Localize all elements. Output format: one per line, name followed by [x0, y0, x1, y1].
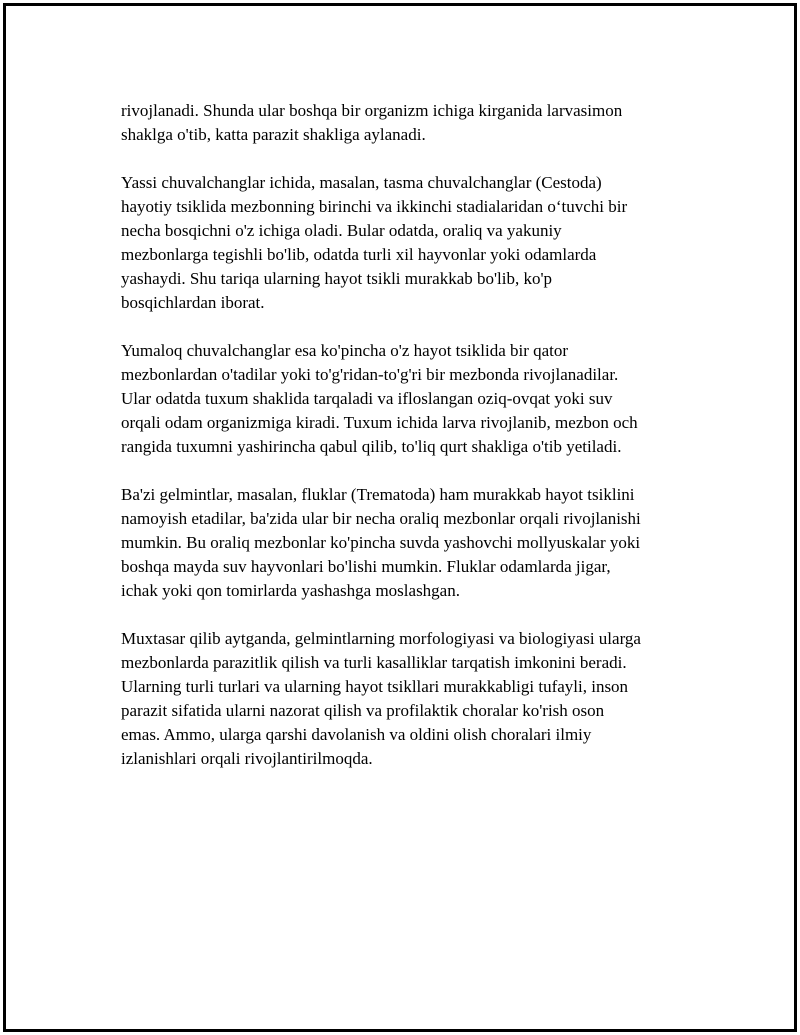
paragraph-1: rivojlanadi. Shunda ular boshqa bir organizm ichiga kirganida larvasimon shaklga o'tib, katta parazit shakliga aylanadi. — [121, 101, 623, 144]
page-frame — [3, 3, 797, 1032]
paragraph-4: Ba'zi gelmintlar, masalan, fluklar (Trematoda) ham murakkab hayot tsiklini namoyish etadilar, ba'zida ular bir necha oraliq mezbonlar orqali rivojlanishi mumkin. Bu oraliq mezbonlar ko'pincha suvda yashovchi mollyuskalar yoki boshqa mayda suv hayvonlari bo'lishi mumkin. Fluklar odamlarda jigar, ichak yoki qon tomirlarda yashashga moslashgan. — [121, 485, 641, 600]
paragraph-5: Muxtasar qilib aytganda, gelmintlarning morfologiyasi va biologiyasi ularga mezbonlarda parazitlik qilish va turli kasalliklar tarqatish imkonini beradi. Ularning turli turlari va ularning hayot tsikllari murakkabligi tufayli, inson parazit sifatida ularni nazorat qilish va profilaktik choralar ko'rish oson emas. Ammo, ularga qarshi davolanish va oldini olish choralari ilmiy izlanishlari orqali rivojlantirilmoqda. — [121, 629, 641, 768]
paragraph-2: Yassi chuvalchanglar ichida, masalan, tasma chuvalchanglar (Cestoda) hayotiy tsiklida mezbonning birinchi va ikkinchi stadialaridan o‘tuvchi bir necha bosqichni o'z ichiga oladi. Bular odatda, oraliq va yakuniy mezbonlarga tegishli bo'lib, odatda turli xil hayvonlar yoki odamlarda yashaydi. Shu tariqa ularning hayot tsikli murakkab bo'lib, ko'p bosqichlardan iborat. — [121, 173, 628, 312]
paragraph-3: Yumaloq chuvalchanglar esa ko'pincha o'z hayot tsiklida bir qator mezbonlardan o'tadilar yoki to'g'ridan-to'g'ri bir mezbonda rivojlanadilar. Ular odatda tuxum shaklida tarqaladi va ifloslangan oziq-ovqat yoki suv orqali odam organizmiga kiradi. Tuxum ichida larva rivojlanib, mezbon och rangida tuxumni yashirincha qabul qilib, to'liq qurt shakliga o'tib yetiladi. — [121, 341, 638, 456]
document-body — [121, 99, 691, 795]
